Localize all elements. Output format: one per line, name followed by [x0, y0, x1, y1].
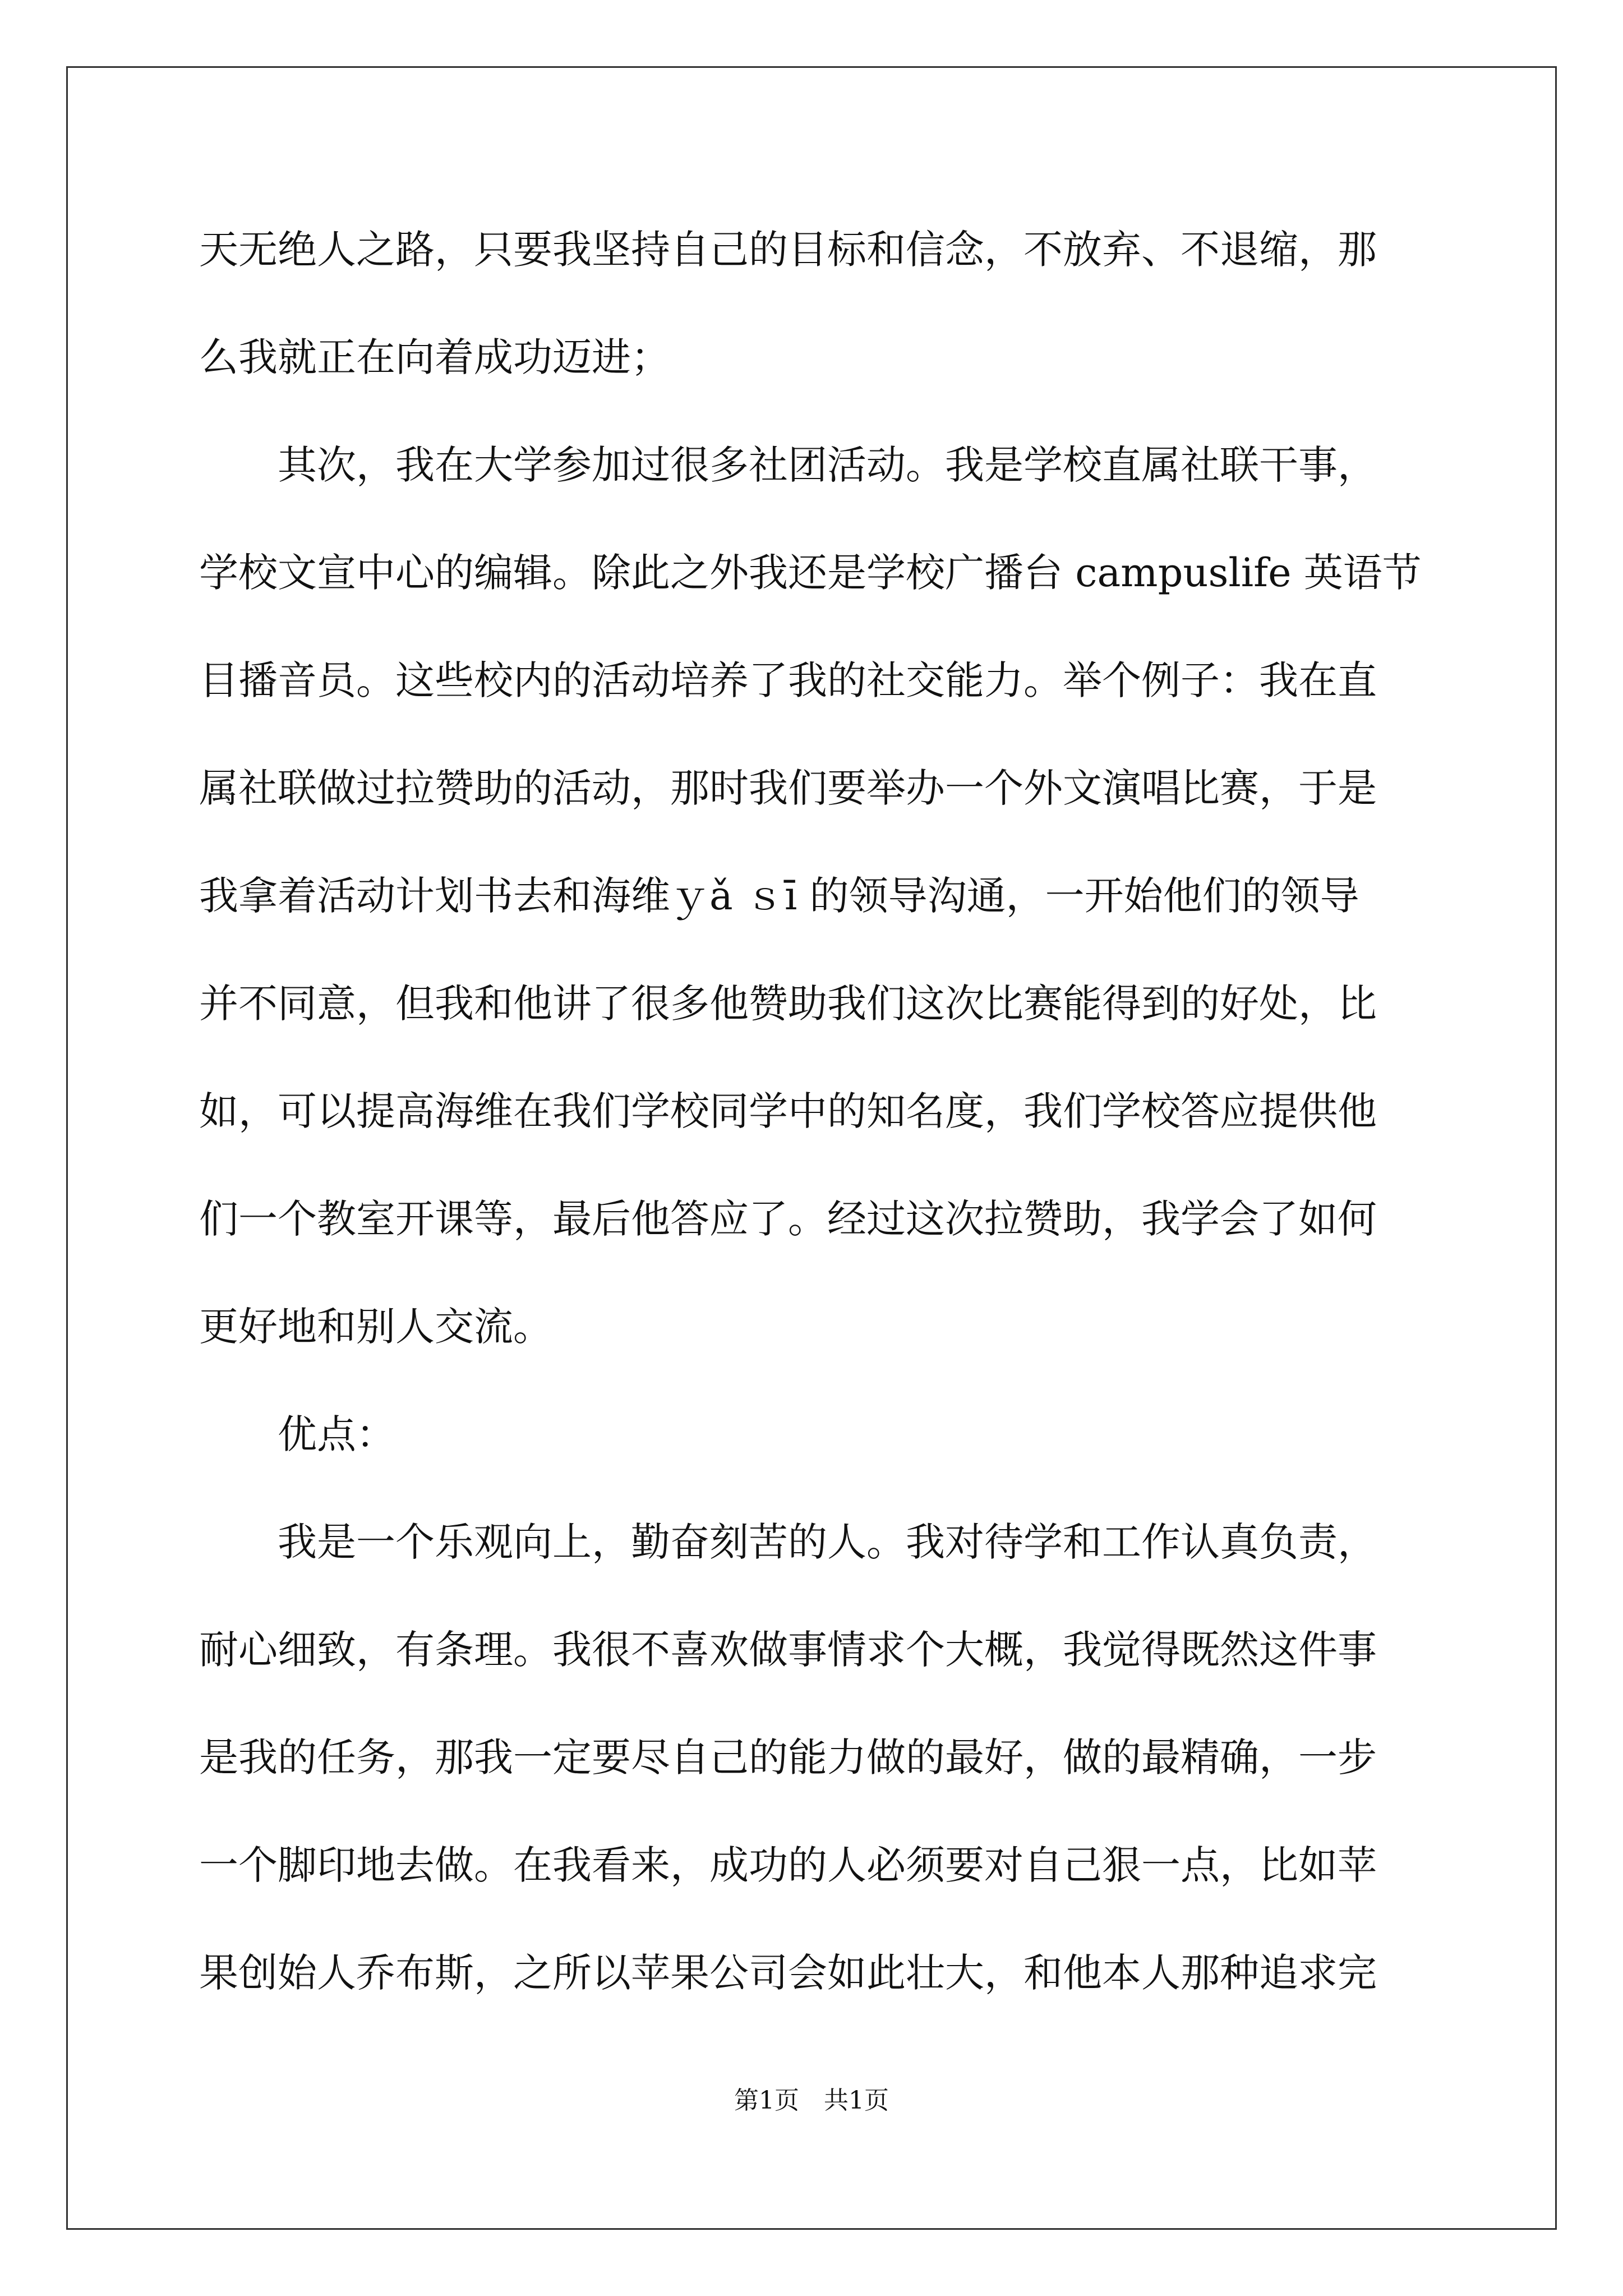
text-line: 天无绝人之路，只要我坚持自己的目标和信念，不放弃、不退缩，那 — [199, 227, 1377, 273]
text-line: 如，可以提高海维在我们学校同学中的知名度，我们学校答应提供他 — [199, 1088, 1377, 1134]
text-line: 果创始人乔布斯，之所以苹果公司会如此壮大，和他本人那种追求完 — [199, 1950, 1377, 1996]
text-line: 们一个教室开课等，最后他答应了。经过这次拉赞助，我学会了如何 — [199, 1196, 1377, 1242]
text-line: 更好地和别人交流。 — [199, 1304, 552, 1350]
text-line: 并不同意，但我和他讲了很多他赞助我们这次比赛能得到的好处，比 — [199, 981, 1377, 1027]
text-line: 属社联做过拉赞助的活动，那时我们要举办一个外文演唱比赛，于是 — [199, 765, 1377, 811]
text-line: 优点： — [199, 1411, 395, 1457]
text-line: 我拿着活动计划书去和海维ｙǎ ｓī 的领导沟通，一开始他们的领导 — [199, 873, 1359, 919]
page-number: 第1页 共1页 — [734, 2086, 889, 2115]
text-line: 是我的任务，那我一定要尽自己的能力做的最好，做的最精确，一步 — [199, 1734, 1377, 1780]
text-line: 我是一个乐观向上，勤奋刻苦的人。我对待学和工作认真负责， — [199, 1519, 1377, 1565]
text-line: 么我就正在向着成功迈进； — [199, 334, 670, 380]
text-line: 耐心细致，有条理。我很不喜欢做事情求个大概，我觉得既然这件事 — [199, 1627, 1377, 1673]
text-line: 目播音员。这些校内的活动培养了我的社交能力。举个例子：我在直 — [199, 657, 1377, 703]
text-line: 学校文宣中心的编辑。除此之外我还是学校广播台 campuslife 英语节 — [199, 550, 1422, 596]
text-line: 其次，我在大学参加过很多社团活动。我是学校直属社联干事， — [199, 442, 1377, 488]
text-line: 一个脚印地去做。在我看来，成功的人必须要对自己狠一点，比如苹 — [199, 1842, 1377, 1888]
